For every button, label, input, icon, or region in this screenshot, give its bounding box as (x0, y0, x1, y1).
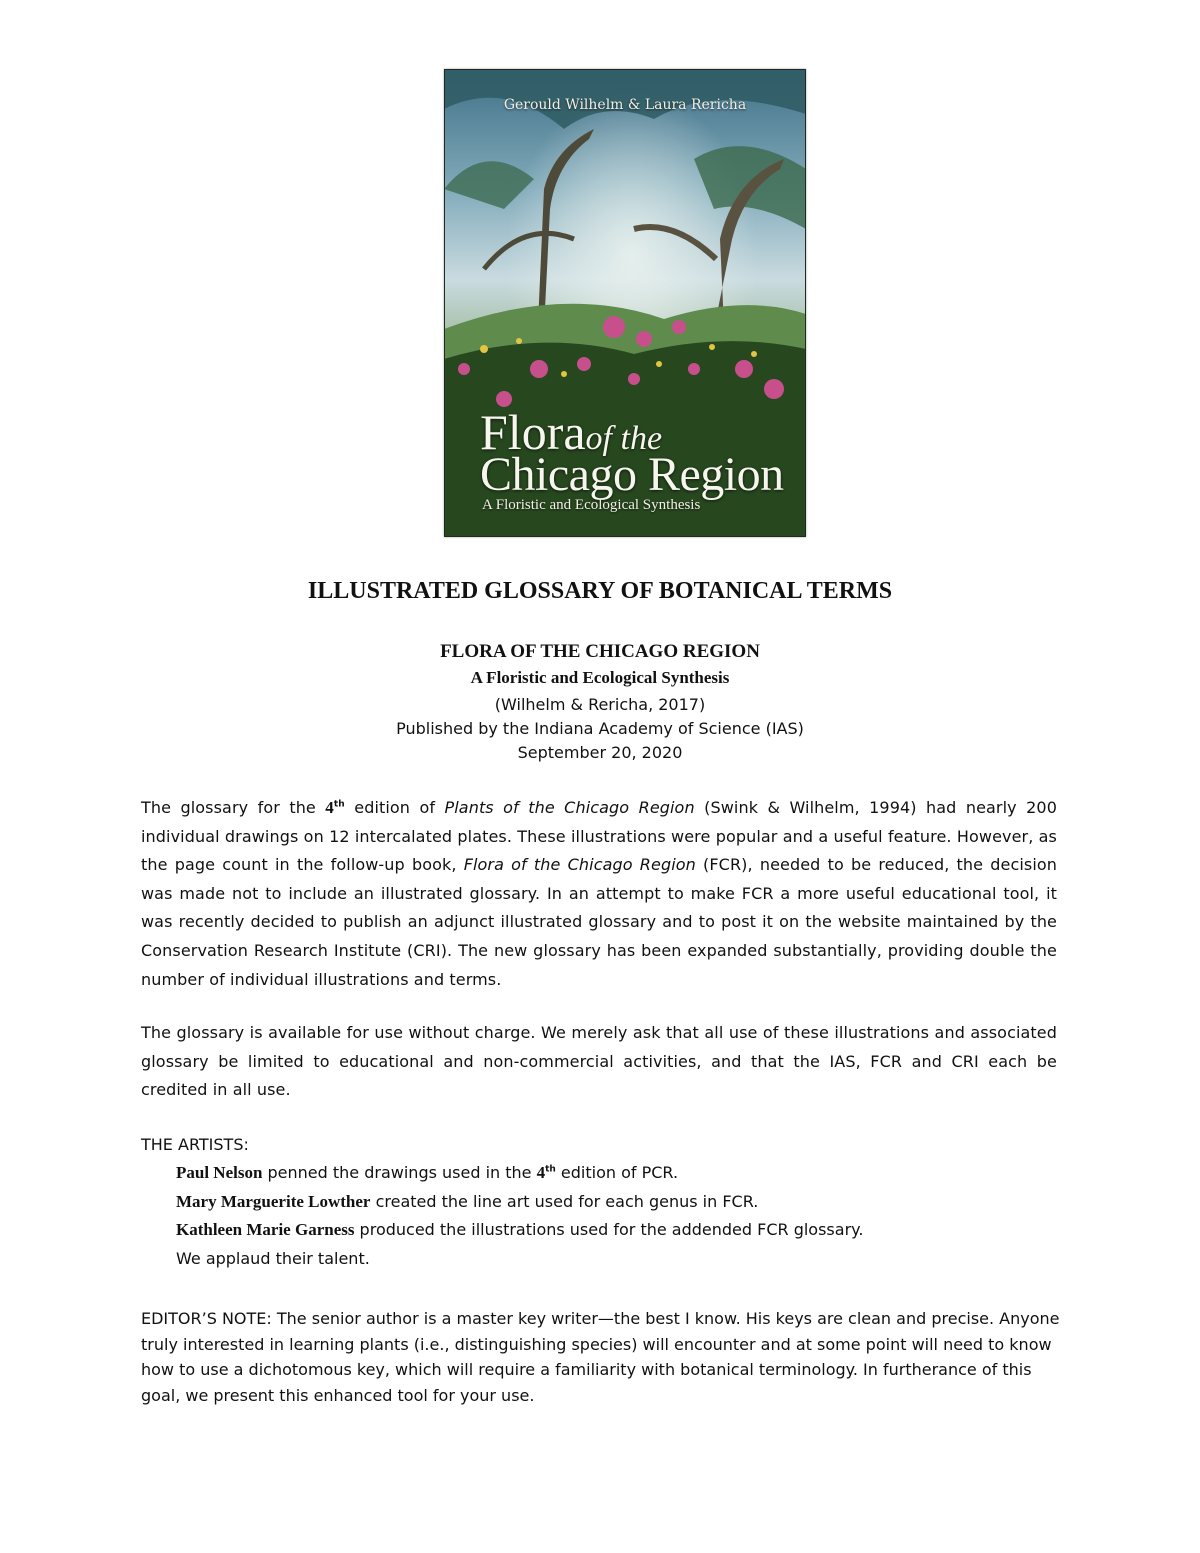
book-title-plants: Plants of the Chicago Region (444, 798, 695, 817)
publication-citation: (Wilhelm & Rericha, 2017) (494, 695, 706, 714)
publication-title: FLORA OF THE CHICAGO REGION (440, 641, 760, 662)
artist-line-nelson (176, 1163, 678, 1183)
edition-suffix: th (545, 1164, 556, 1175)
artist-name: Paul Nelson (176, 1163, 263, 1182)
intro-text-4: (FCR), needed to be reduced, the decision was made not to include an illustrated glossary. In an attempt to make FCR a more useful educational tool, it was recently decided to publish an adjunct illustrated glossary and to post it on the website maintained by the Conservation Research Institute (CRI). The new glossary has been expanded substantially, providing double the number of individual illustrations and terms. (141, 855, 1058, 989)
cover-subtitle: A Floristic and Ecological Synthesis (482, 497, 701, 513)
artist-text: created the line art used for each genus in FCR. (370, 1192, 759, 1211)
book-cover-image (444, 69, 806, 537)
artist-name: Kathleen Marie Garness (176, 1220, 355, 1239)
artist-line-lowther (176, 1192, 758, 1212)
cover-authors: Gerould Wilhelm & Laura Rericha (503, 97, 747, 113)
artist-text: penned the drawings used in the (262, 1163, 537, 1182)
intro-paragraph (141, 794, 1057, 994)
editors-note: EDITOR’S NOTE: The senior author is a master key writer—the best I know. His keys are clean and precise. Anyone truly interested in learning plants (i.e., distinguishing species) will encounter and at some point will need to know how to use a dichotomous key, which will require a familiarity with botanical terminology. In furtherance of this goal, we present this enhanced tool for your use. (141, 1309, 1060, 1405)
publisher-line: Published by the Indiana Academy of Science (IAS) (396, 719, 804, 738)
intro-text-3: (Swink & Wilhelm, 1994) had nearly 200 individual drawings on 12 intercalated plates. These illustrations were popular and a useful feature. However, as the page count in the follow-up book, (141, 798, 1057, 875)
artists-applause: We applaud their talent. (176, 1249, 370, 1268)
edition-suffix: th (333, 799, 345, 810)
cover-title-italic: of the (585, 420, 663, 457)
intro-text-1: The glossary for the (141, 798, 326, 817)
artist-text: produced the illustrations used for the addended FCR glossary. (354, 1220, 864, 1239)
artist-text: edition of PCR. (555, 1163, 679, 1182)
book-title-flora: Flora of the Chicago Region (463, 855, 696, 875)
edition-number: 4 (325, 798, 334, 817)
intro-text-2: edition of (344, 798, 445, 817)
publication-date: September 20, 2020 (517, 743, 683, 762)
artist-line-garness (176, 1220, 863, 1240)
cover-title-line2: Chicago Region (480, 448, 784, 501)
artists-heading: THE ARTISTS: (141, 1135, 249, 1154)
edition-number: 4 (536, 1163, 546, 1182)
cover-title-main: Flora (480, 404, 586, 460)
usage-paragraph: The glossary is available for use without charge. We merely ask that all use of these illustrations and associated glossary be limited to educational and non-commercial activities, and that the IAS, FCR and CRI each be credited in all use. (141, 1023, 1057, 1100)
publication-subtitle: A Floristic and Ecological Synthesis (470, 668, 730, 687)
document-heading: ILLUSTRATED GLOSSARY OF BOTANICAL TERMS (307, 578, 893, 604)
artist-name: Mary Marguerite Lowther (176, 1192, 371, 1211)
